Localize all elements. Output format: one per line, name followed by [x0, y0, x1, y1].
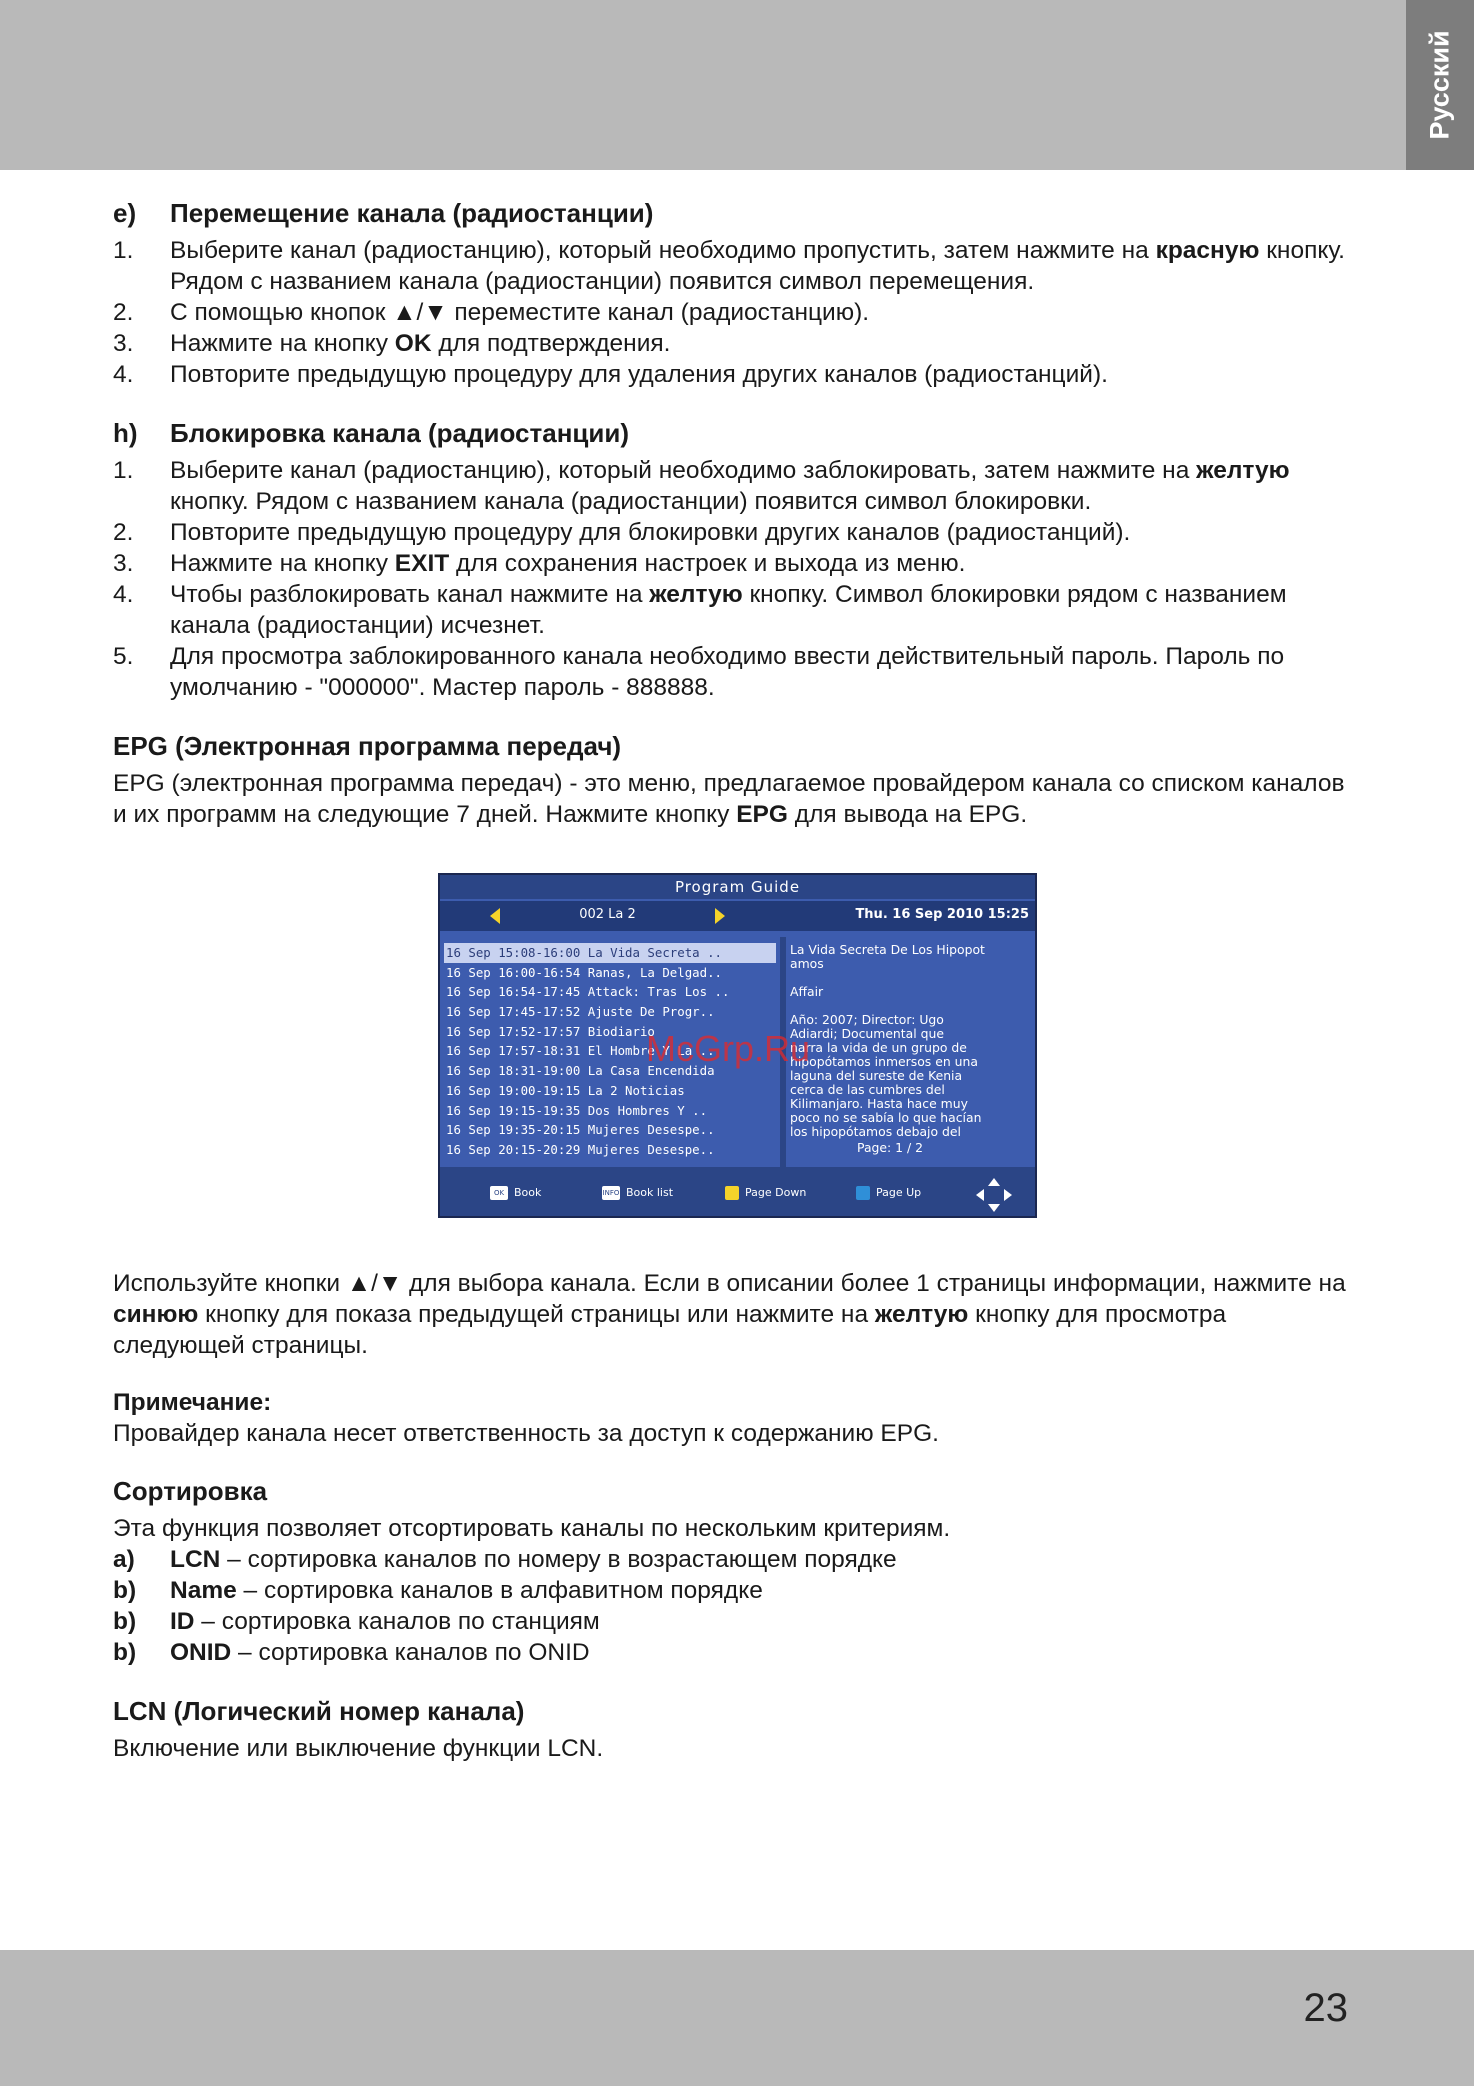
paragraph-part: кнопку для просмотра следующей страницы.: [113, 1301, 1227, 1359]
page-down-hint: [725, 1186, 806, 1200]
bottom-bar: [0, 1950, 1474, 2086]
item-text-part: кнопку. Рядом с названием канала (радиостанции) появится символ блокировки.: [170, 488, 1092, 515]
item-text: [170, 455, 1363, 517]
list-item: [113, 517, 1363, 548]
page-content-lower: [113, 1268, 1363, 1764]
usage-paragraph: [113, 1268, 1363, 1361]
item-text: [170, 235, 1363, 297]
list-item: [113, 455, 1363, 517]
section-sorting: [113, 1476, 1363, 1668]
program-row: 16 Sep 17:57-18:31 El Hombre Y La ..: [446, 1043, 715, 1059]
item-text-bold: желтую: [649, 581, 743, 608]
item-label: b): [113, 1639, 137, 1666]
item-term: ID: [170, 1608, 195, 1635]
program-row: 16 Sep 20:15-20:29 Mujeres Desespe..: [446, 1141, 715, 1157]
item-number: 4.: [113, 361, 134, 388]
program-row: 16 Sep 17:45-17:52 Ajuste De Progr..: [446, 1004, 715, 1020]
arrow-left-icon: [490, 908, 500, 924]
item-text: [170, 517, 1363, 548]
epg-channel-bar: [440, 901, 1035, 931]
item-text-part: для подтверждения.: [431, 330, 671, 357]
section-lcn: [113, 1696, 1363, 1764]
paragraph-part: для вывода на EPG.: [787, 801, 1028, 828]
item-number: 3.: [113, 550, 134, 577]
page-down-label: Page Down: [745, 1186, 807, 1199]
item-text: [170, 359, 1363, 390]
program-row: 16 Sep 16:54-17:45 Attack: Tras Los ..: [446, 984, 730, 1000]
section-title: Блокировка канала (радиостанции): [170, 418, 630, 448]
item-text-part: кнопку. Символ блокировки рядом с названием канала (радиостанции) исчезнет.: [170, 581, 1287, 639]
book-hint: [490, 1186, 541, 1200]
blue-key-icon: [856, 1186, 870, 1200]
item-text-bold: желтую: [1196, 457, 1290, 484]
item-desc: – сортировка каналов по станциям: [194, 1608, 600, 1635]
list-item: [113, 1575, 1363, 1606]
list-item: [113, 1544, 1363, 1575]
page-number: 23: [1303, 1986, 1348, 2030]
item-text: [170, 1575, 1363, 1606]
language-tab-label: Русский: [1424, 30, 1455, 140]
note-block: [113, 1387, 1363, 1449]
item-label: b): [113, 1577, 137, 1604]
list-item: [113, 579, 1363, 641]
item-label: a): [113, 1546, 135, 1573]
item-text-part: Чтобы разблокировать канал нажмите на: [170, 581, 650, 608]
item-text: [170, 1637, 1363, 1668]
paragraph-bold: желтую: [874, 1301, 969, 1328]
epg-title: Program Guide: [440, 875, 1035, 899]
item-text-part: Нажмите на кнопку: [170, 330, 395, 357]
item-label: b): [113, 1608, 137, 1635]
info-key-icon: INFO: [602, 1186, 620, 1200]
section-move-channel: [113, 198, 1363, 390]
section-lock-channel: [113, 418, 1363, 703]
section-title: LCN (Логический номер канала): [113, 1696, 525, 1726]
note-text: Провайдер канала несет ответственность за доступ к содержанию EPG.: [113, 1420, 939, 1447]
note-title: Примечание:: [113, 1389, 272, 1416]
section-title: Перемещение канала (радиостанции): [170, 198, 654, 228]
item-number: 4.: [113, 581, 134, 608]
item-text-part: Повторите предыдущую процедуру для удаления других каналов (радиостанций).: [170, 361, 1108, 388]
epg-page-indicator: Page: 1 / 2: [857, 1140, 923, 1155]
paragraph-bold: EPG: [736, 801, 788, 828]
list-item: [113, 328, 1363, 359]
item-number: 1.: [113, 237, 134, 264]
epg-date-time: Thu. 16 Sep 2010 15:25: [855, 907, 1029, 922]
top-bar: [0, 0, 1474, 170]
arrow-right-icon: [715, 908, 725, 924]
paragraph-bold: синюю: [113, 1301, 199, 1328]
item-text-part: С помощью кнопок ▲/▼ переместите канал (радиостанцию).: [170, 299, 870, 326]
page-up-hint: [856, 1186, 921, 1200]
book-list-hint: [602, 1186, 673, 1200]
item-number: 5.: [113, 643, 134, 670]
yellow-key-icon: [725, 1186, 739, 1200]
navigation-arrows-icon: [975, 1177, 1013, 1213]
section-title: Сортировка: [113, 1476, 268, 1506]
list-item: [113, 297, 1363, 328]
item-number: 3.: [113, 330, 134, 357]
program-row: 16 Sep 16:00-16:54 Ranas, La Delgad..: [446, 964, 723, 980]
paragraph-part: EPG (электронная программа передач) - это меню, предлагаемое провайдером канала со списком каналов и их программ на следующие 7 дней. Нажмите кнопку: [113, 770, 1345, 828]
item-text-bold: красную: [1155, 237, 1260, 264]
item-number: 2.: [113, 299, 134, 326]
page-up-label: Page Up: [876, 1186, 922, 1199]
item-number: 1.: [113, 457, 134, 484]
item-number: 2.: [113, 519, 134, 546]
epg-footer: [440, 1167, 1035, 1218]
item-text-bold: OK: [394, 330, 432, 357]
item-text-part: Выберите канал (радиостанцию), который необходимо пропустить, затем нажмите на: [170, 237, 1156, 264]
section-epg: [113, 731, 1363, 830]
section-label: h): [113, 418, 138, 448]
lcn-text: Включение или выключение функции LCN.: [113, 1735, 604, 1762]
sorting-intro: Эта функция позволяет отсортировать каналы по нескольким критериям.: [113, 1515, 951, 1542]
program-row: 16 Sep 19:15-19:35 Dos Hombres Y ..: [446, 1102, 708, 1118]
list-item: [113, 235, 1363, 297]
program-row: 16 Sep 18:31-19:00 La Casa Encendida: [446, 1063, 715, 1079]
book-label: Book: [514, 1186, 542, 1199]
item-term: LCN: [170, 1546, 221, 1573]
list-item: [113, 641, 1363, 703]
program-row: 16 Sep 19:00-19:15 La 2 Noticias: [446, 1082, 685, 1098]
book-list-label: Book list: [626, 1186, 674, 1199]
section-heading: [113, 198, 1363, 229]
section-paragraph: [113, 768, 1363, 830]
item-text-part: Повторите предыдущую процедуру для блокировки других каналов (радиостанций).: [170, 519, 1131, 546]
item-text-part: Для просмотра заблокированного канала необходимо ввести действительный пароль. Пароль по умолчанию - "000000". Мастер пароль - 888888.: [170, 643, 1285, 701]
item-desc: – сортировка каналов по номеру в возрастающем порядке: [220, 1546, 897, 1573]
list-item: [113, 1606, 1363, 1637]
section-heading: [113, 418, 1363, 449]
item-text: [170, 1544, 1363, 1575]
item-text: [170, 641, 1363, 703]
item-text: [170, 1606, 1363, 1637]
program-row: 16 Sep 15:08-16:00 La Vida Secreta ..: [444, 943, 776, 963]
item-text-part: Выберите канал (радиостанцию), который необходимо заблокировать, затем нажмите на: [170, 457, 1197, 484]
ok-key-icon: OK: [490, 1186, 508, 1200]
item-text: [170, 297, 1363, 328]
page-content: [113, 198, 1363, 830]
epg-channel-name: 002 La 2: [579, 907, 636, 922]
item-desc: – сортировка каналов в алфавитном порядке: [236, 1577, 763, 1604]
item-text: [170, 579, 1363, 641]
paragraph-part: кнопку для показа предыдущей страницы или нажмите на: [198, 1301, 875, 1328]
epg-description: La Vida Secreta De Los Hipopot amos Affair Año: 2007; Director: Ugo Adiardi; Documental que narra la vida de un grupo de hipopótamos inmersos en una laguna del sureste de Kenia cerca de las cumbres del Kilimanjaro. Hasta hace muy poco no se sabía lo que hacían los hipopótamos debajo del: [790, 942, 985, 1139]
item-term: ONID: [170, 1639, 232, 1666]
list-item: [113, 359, 1363, 390]
item-text-bold: EXIT: [394, 550, 450, 577]
item-text: [170, 548, 1363, 579]
watermark: McGrp.Ru: [646, 1028, 811, 1069]
program-row: 16 Sep 19:35-20:15 Mujeres Desespe..: [446, 1122, 715, 1138]
section-label: e): [113, 198, 137, 228]
item-text-part: Нажмите на кнопку: [170, 550, 395, 577]
item-text: [170, 328, 1363, 359]
item-term: Name: [170, 1577, 237, 1604]
item-desc: – сортировка каналов по ONID: [231, 1639, 590, 1666]
paragraph-part: Используйте кнопки ▲/▼ для выбора канала. Если в описании более 1 страницы информации, нажмите на: [113, 1270, 1346, 1297]
list-item: [113, 548, 1363, 579]
program-row: 16 Sep 17:52-17:57 Biodiario: [446, 1023, 655, 1039]
item-text-part: кнопку. Рядом с названием канала (радиостанции) появится символ перемещения.: [170, 237, 1345, 295]
list-item: [113, 1637, 1363, 1668]
item-text-part: для сохранения настроек и выхода из меню.: [449, 550, 966, 577]
section-title: EPG (Электронная программа передач): [113, 731, 622, 761]
